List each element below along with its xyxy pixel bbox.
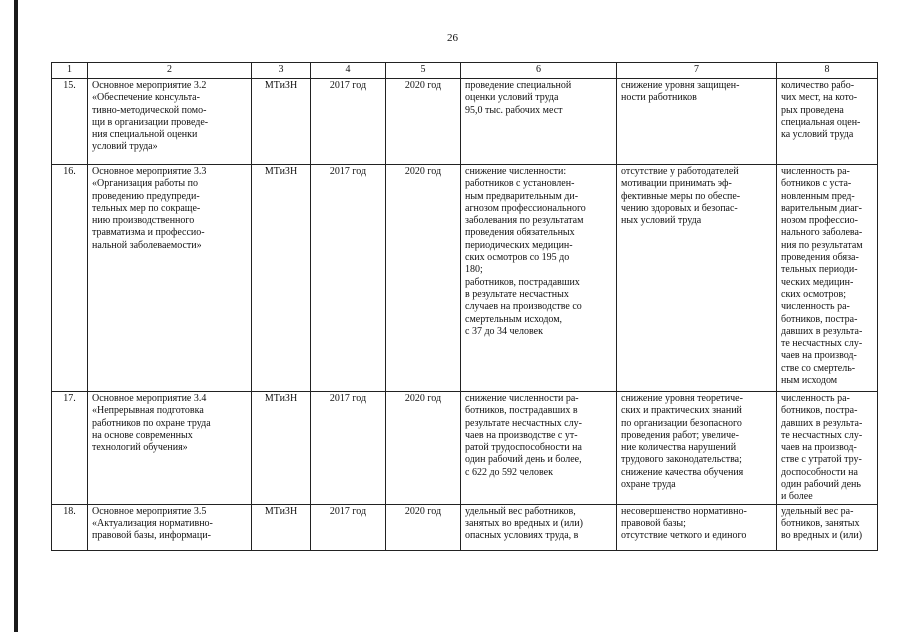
table-row [52, 79, 878, 165]
consequences-text: снижение уровня теоретиче- ских и практических знаний по организации безопасного проведения работ; увеличе- ние количества нарушений трудового законодательства; снижение качества обучения охране труда [621, 393, 744, 491]
event-text: Основное мероприятие 3.5 «Актуализация нормативно- правовой базы, информаци- [92, 505, 213, 542]
indicator-text: количество рабо- чих мест, на кото- рых проведена специальная оцен- ка условий труда [781, 80, 861, 141]
event-text: Основное мероприятие 3.2 «Обеспечение консульта- тивно-методической помо- щи в организации проведе- ния специальной оценки условий труда» [92, 80, 209, 153]
header-cell: 6 [461, 63, 617, 79]
header-cell: 1 [52, 63, 88, 79]
page-number: 26 [447, 32, 458, 44]
event-cell [88, 504, 252, 550]
row-number: 15. [52, 79, 88, 165]
event-cell [88, 79, 252, 165]
start-cell: 2017 год [311, 392, 386, 505]
header-cell: 2 [88, 63, 252, 79]
indicator-cell [777, 79, 878, 165]
row-number: 17. [52, 392, 88, 505]
header-row [52, 63, 878, 79]
consequences-text: снижение уровня защищен- ности работников [621, 80, 740, 104]
end-cell: 2020 год [386, 504, 461, 550]
indicator-cell [777, 392, 878, 505]
row-number: 18. [52, 504, 88, 550]
binding-edge [14, 0, 18, 632]
consequences-cell [617, 392, 777, 505]
event-cell [88, 392, 252, 505]
result-cell [461, 392, 617, 505]
table-row [52, 165, 878, 392]
consequences-cell [617, 79, 777, 165]
consequences-cell [617, 504, 777, 550]
result-text: удельный вес работников, занятых во вредных и (или) опасных условиях труда, в [465, 505, 583, 542]
executor-cell: МТиЗН [252, 504, 311, 550]
consequences-text: несовершенство нормативно- правовой базы; отсутствие четкого и единого [621, 505, 747, 542]
header-cell: 3 [252, 63, 311, 79]
event-cell [88, 165, 252, 392]
executor-cell: МТиЗН [252, 392, 311, 505]
end-cell: 2020 год [386, 392, 461, 505]
result-text: снижение численности: работников с установлен- ным предварительным ди- агнозом профессионального заболевания по результатам проведения обязательных периодических медицин- ских осмотров со 195 до 180; работников, пострадавших в результате несчастных случаев на производстве со смертельным исходом, с 37 до 34 человек [465, 166, 586, 337]
start-cell: 2017 год [311, 79, 386, 165]
consequences-text: отсутствие у работодателей мотивации принимать эф- фективные меры по обеспе- чению здоровых и безопас- ных условий труда [621, 166, 741, 227]
indicator-text: удельный вес ра- ботников, занятых во вредных и (или) [781, 505, 863, 542]
executor-cell: МТиЗН [252, 79, 311, 165]
result-cell [461, 165, 617, 392]
end-cell: 2020 год [386, 79, 461, 165]
result-cell [461, 79, 617, 165]
header-cell: 7 [617, 63, 777, 79]
result-text: снижение численности ра- ботников, пострадавших в результате несчастных слу- чаев на производстве с ут- ратой трудоспособности на один рабочий день и более, с 622 до 592 человек [465, 393, 582, 478]
table-row [52, 392, 878, 505]
start-cell: 2017 год [311, 165, 386, 392]
consequences-cell [617, 165, 777, 392]
event-text: Основное мероприятие 3.3 «Организация работы по проведению предупреди- тельных мер по сокраще- нию производственного травматизма и профессио- нальной заболеваемости» [92, 166, 207, 251]
result-text: проведение специальной оценки условий труда 95,0 тыс. рабочих мест [465, 80, 572, 116]
event-text: Основное мероприятие 3.4 «Непрерывная подготовка работников по охране труда на основе современных технологий обучения» [92, 393, 211, 454]
indicator-cell [777, 504, 878, 550]
table-row [52, 504, 878, 550]
start-cell: 2017 год [311, 504, 386, 550]
header-cell: 5 [386, 63, 461, 79]
executor-cell: МТиЗН [252, 165, 311, 392]
program-events-table [51, 62, 878, 551]
indicator-cell [777, 165, 878, 392]
header-cell: 4 [311, 63, 386, 79]
result-cell [461, 504, 617, 550]
indicator-text: численность ра- ботников с уста- новленным пред- варительным диаг- нозом профессио- нального заболева- ния по результатам проведения обяза- тельных периоди- ческих медицин- ских осмотров; численность ра- ботников, постра- давших в результа- те несчастных слу- чаев на производ- стве со смертель- ным исходом [781, 166, 863, 387]
end-cell: 2020 год [386, 165, 461, 392]
indicator-text: численность ра- ботников, постра- давших в результа- те несчастных слу- чаев на производ- стве с утратой тру- доспособности на один рабочий день и более [781, 393, 863, 503]
header-cell: 8 [777, 63, 878, 79]
row-number: 16. [52, 165, 88, 392]
